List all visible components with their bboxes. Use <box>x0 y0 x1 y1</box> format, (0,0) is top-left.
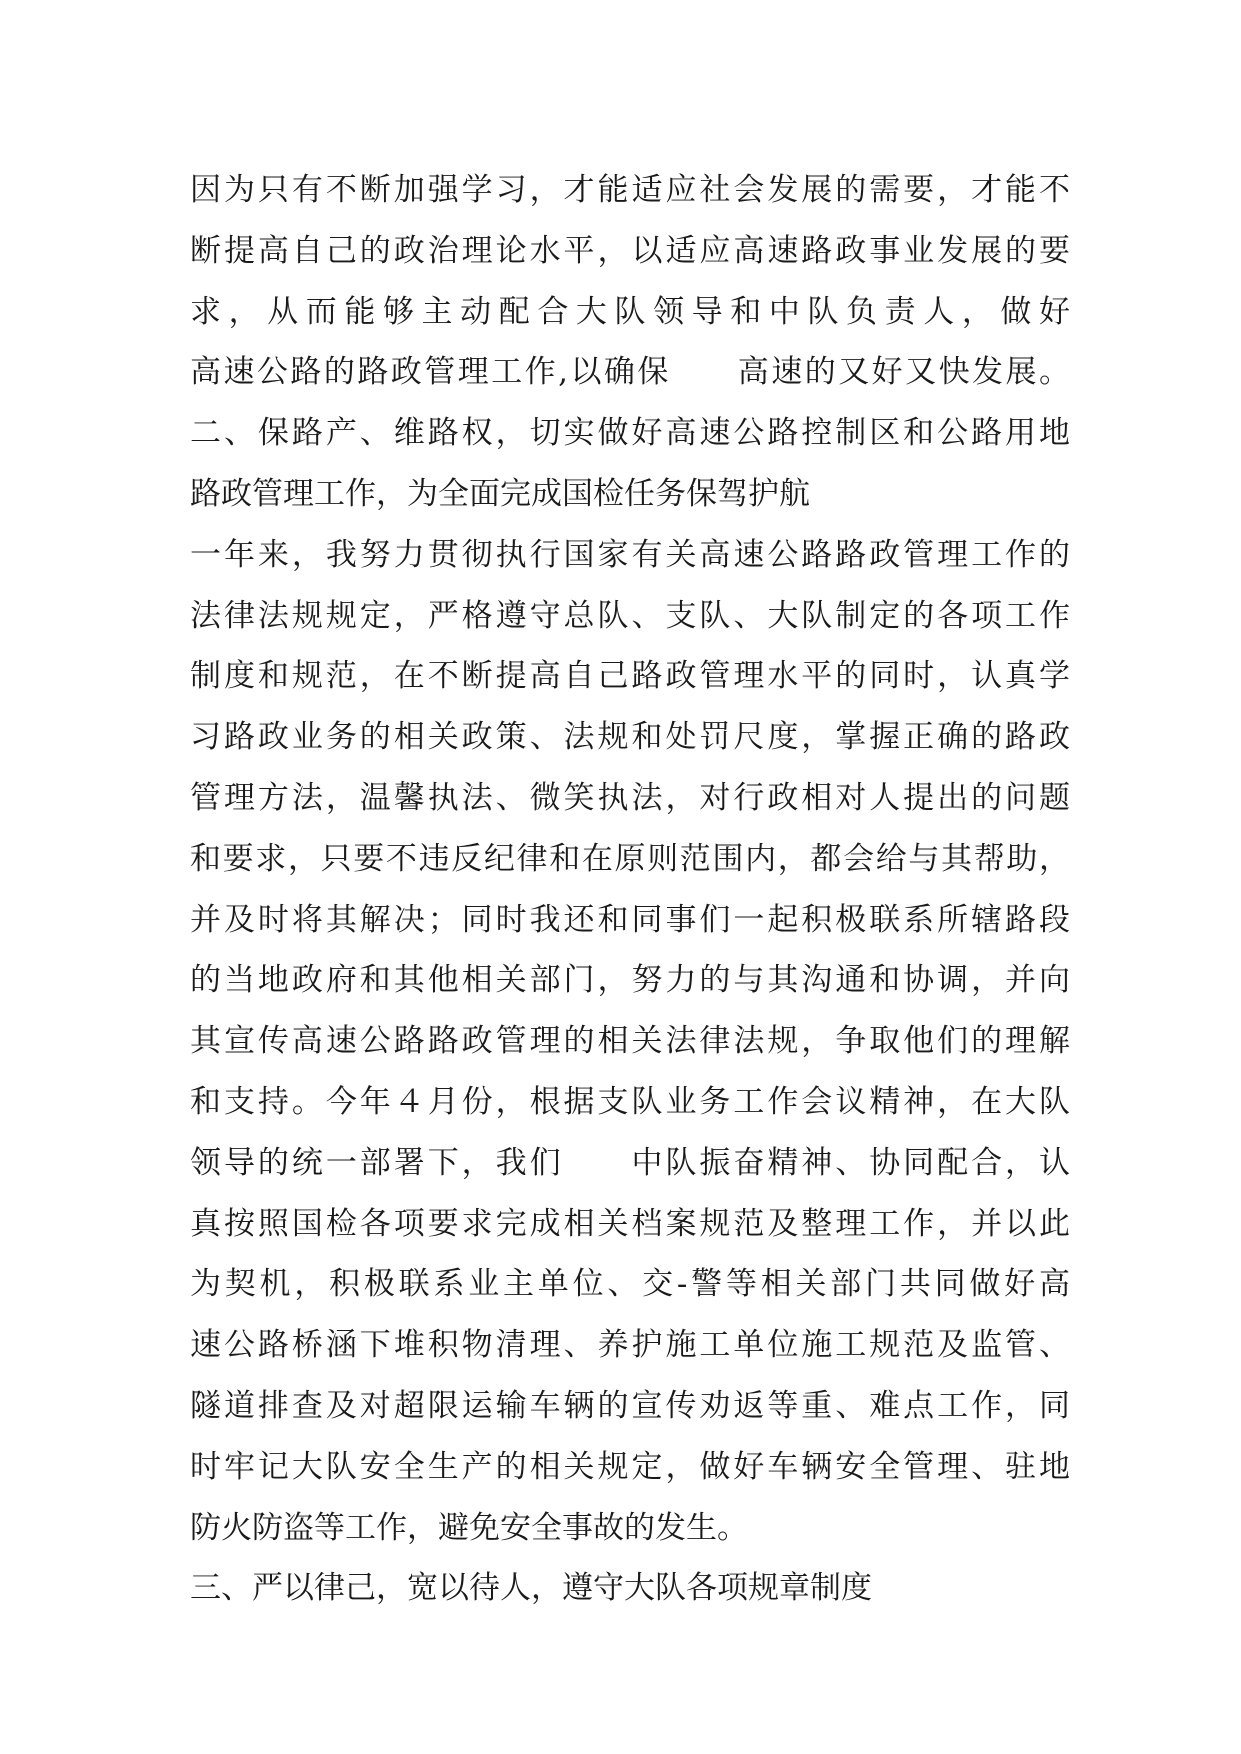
text-line: 隧道排查及对超限运输车辆的宣传劝返等重、难点工作，同 <box>190 1387 1070 1424</box>
text-line: 一年来，我努力贯彻执行国家有关高速公路路政管理工作的 <box>190 536 1070 573</box>
text-line: 习路政业务的相关政策、法规和处罚尺度，掌握正确的路政 <box>190 719 1070 756</box>
text-line: 防火防盗等工作，避免安全事故的发生。 <box>190 1509 748 1546</box>
text-line: 管理方法，温馨执法、微笑执法，对行政相对人提出的问题 <box>190 779 1070 816</box>
text-line: 的当地政府和其他相关部门，努力的与其沟通和协调，并向 <box>190 962 1070 999</box>
text-line: 因为只有不断加强学习，才能适应社会发展的需要，才能不 <box>190 172 1070 208</box>
text-line: 和支持。今年４月份，根据支队业务工作会议精神，在大队 <box>190 1083 1070 1120</box>
text-line: 为契机，积极联系业主单位、交-警等相关部门共同做好高 <box>190 1266 1070 1303</box>
text-line: 高速公路的路政管理工作,以确保 高速的又好又快发展。 <box>190 354 1070 391</box>
text-line: 时牢记大队安全生产的相关规定，做好车辆安全管理、驻地 <box>190 1448 1070 1485</box>
section-heading-3: 三、严以律己，宽以待人，遵守大队各项规章制度 <box>190 1570 872 1607</box>
text-line: 制度和规范，在不断提高自己路政管理水平的同时，认真学 <box>190 658 1070 695</box>
document-body <box>190 160 1070 1619</box>
text-line: 断提高自己的政治理论水平，以适应高速路政事业发展的要 <box>190 232 1070 269</box>
text-line: 求，从而能够主动配合大队领导和中队负责人，做好 <box>190 293 1070 330</box>
section-heading-2: 二、保路产、维路权，切实做好高速公路控制区和公路用地 <box>190 415 1070 452</box>
text-line: 真按照国检各项要求完成相关档案规范及整理工作，并以此 <box>190 1205 1070 1242</box>
text-line: 领导的统一部署下，我们 中队振奋精神、协同配合，认 <box>190 1144 1070 1181</box>
text-line: 速公路桥涵下堆积物清理、养护施工单位施工规范及监管、 <box>190 1327 1070 1364</box>
text-line: 并及时将其解决；同时我还和同事们一起积极联系所辖路段 <box>190 901 1070 938</box>
text-line: 法律法规规定，严格遵守总队、支队、大队制定的各项工作 <box>190 597 1070 634</box>
text-line: 其宣传高速公路路政管理的相关法律法规，争取他们的理解 <box>190 1023 1070 1060</box>
section-heading-2-cont: 路政管理工作，为全面完成国检任务保驾护航 <box>190 475 810 512</box>
text-line: 和要求，只要不违反纪律和在原则范围内，都会给与其帮助， <box>190 840 1070 877</box>
